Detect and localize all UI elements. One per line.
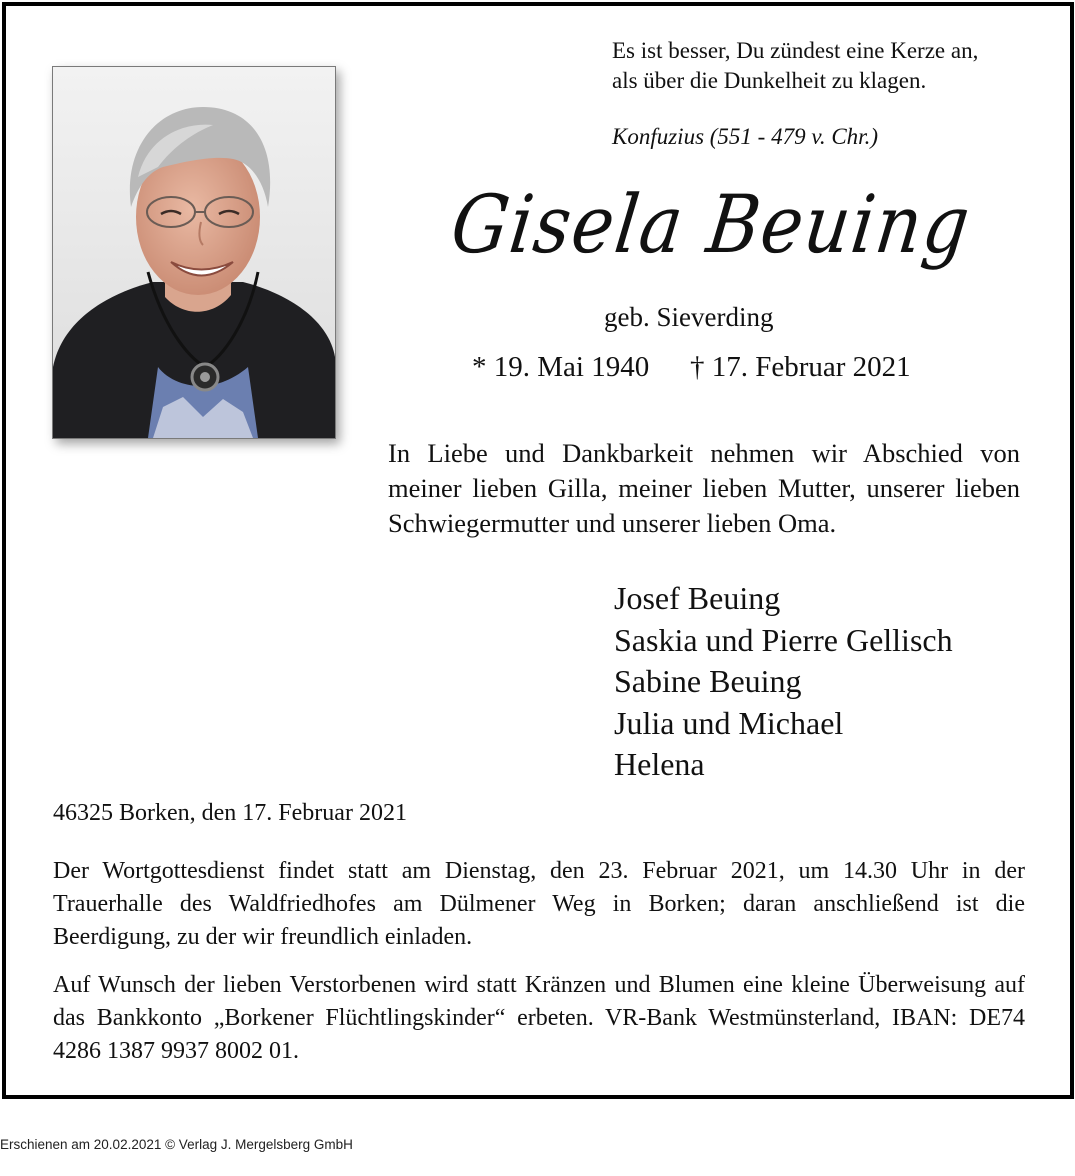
portrait-illustration	[53, 67, 335, 438]
quote-author: Konfuzius (551 - 479 v. Chr.)	[612, 124, 878, 149]
portrait-photo	[52, 66, 336, 439]
service-info: Der Wortgottesdienst findet statt am Dienstag, den 23. Februar 2021, um 14.30 Uhr in der Trauerhalle des Waldfriedhofes am Dülmener Weg in Borken; daran anschließend ist die Beerdigung, zu der wir freundlich einladen.	[53, 858, 1025, 950]
donation-info: Auf Wunsch der lieben Verstorbenen wird statt Kränzen und Blumen eine kleine Überweisung auf das Bankkonto „Borkener Flüchtlingskinder“ erbeten. VR-Bank Westmünsterland, IBAN: DE74 4286 1387 9937 8002 01.	[53, 972, 1025, 1064]
mourner-name: Saskia und Pierre Gellisch	[614, 621, 953, 658]
quote-line-2: als über die Dunkelheit zu klagen.	[612, 68, 927, 93]
maiden-name: geb. Sieverding	[604, 302, 774, 332]
death-date: † 17. Februar 2021	[690, 351, 911, 383]
mourners-list	[614, 578, 953, 786]
mourner-name: Josef Beuing	[614, 580, 781, 616]
place-and-date: 46325 Borken, den 17. Februar 2021	[53, 800, 407, 826]
quote-text	[612, 36, 978, 96]
birth-date: * 19. Mai 1940	[472, 351, 650, 383]
mourner-name: Julia und Michael	[614, 704, 844, 741]
publication-footer: Erschienen am 20.02.2021 © Verlag J. Mergelsberg GmbH	[0, 1137, 353, 1152]
farewell-text: In Liebe und Dankbarkeit nehmen wir Abschied von meiner lieben Gilla, meiner lieben Mutter, unserer lieben Schwiegermutter und unserer lieben Oma.	[388, 438, 1020, 538]
quote-line-1: Es ist besser, Du zündest eine Kerze an,	[612, 38, 979, 63]
mourner-name: Helena	[614, 746, 705, 782]
mourner-name: Sabine Beuing	[614, 663, 802, 699]
deceased-name: Gisela Beuing	[446, 178, 976, 271]
